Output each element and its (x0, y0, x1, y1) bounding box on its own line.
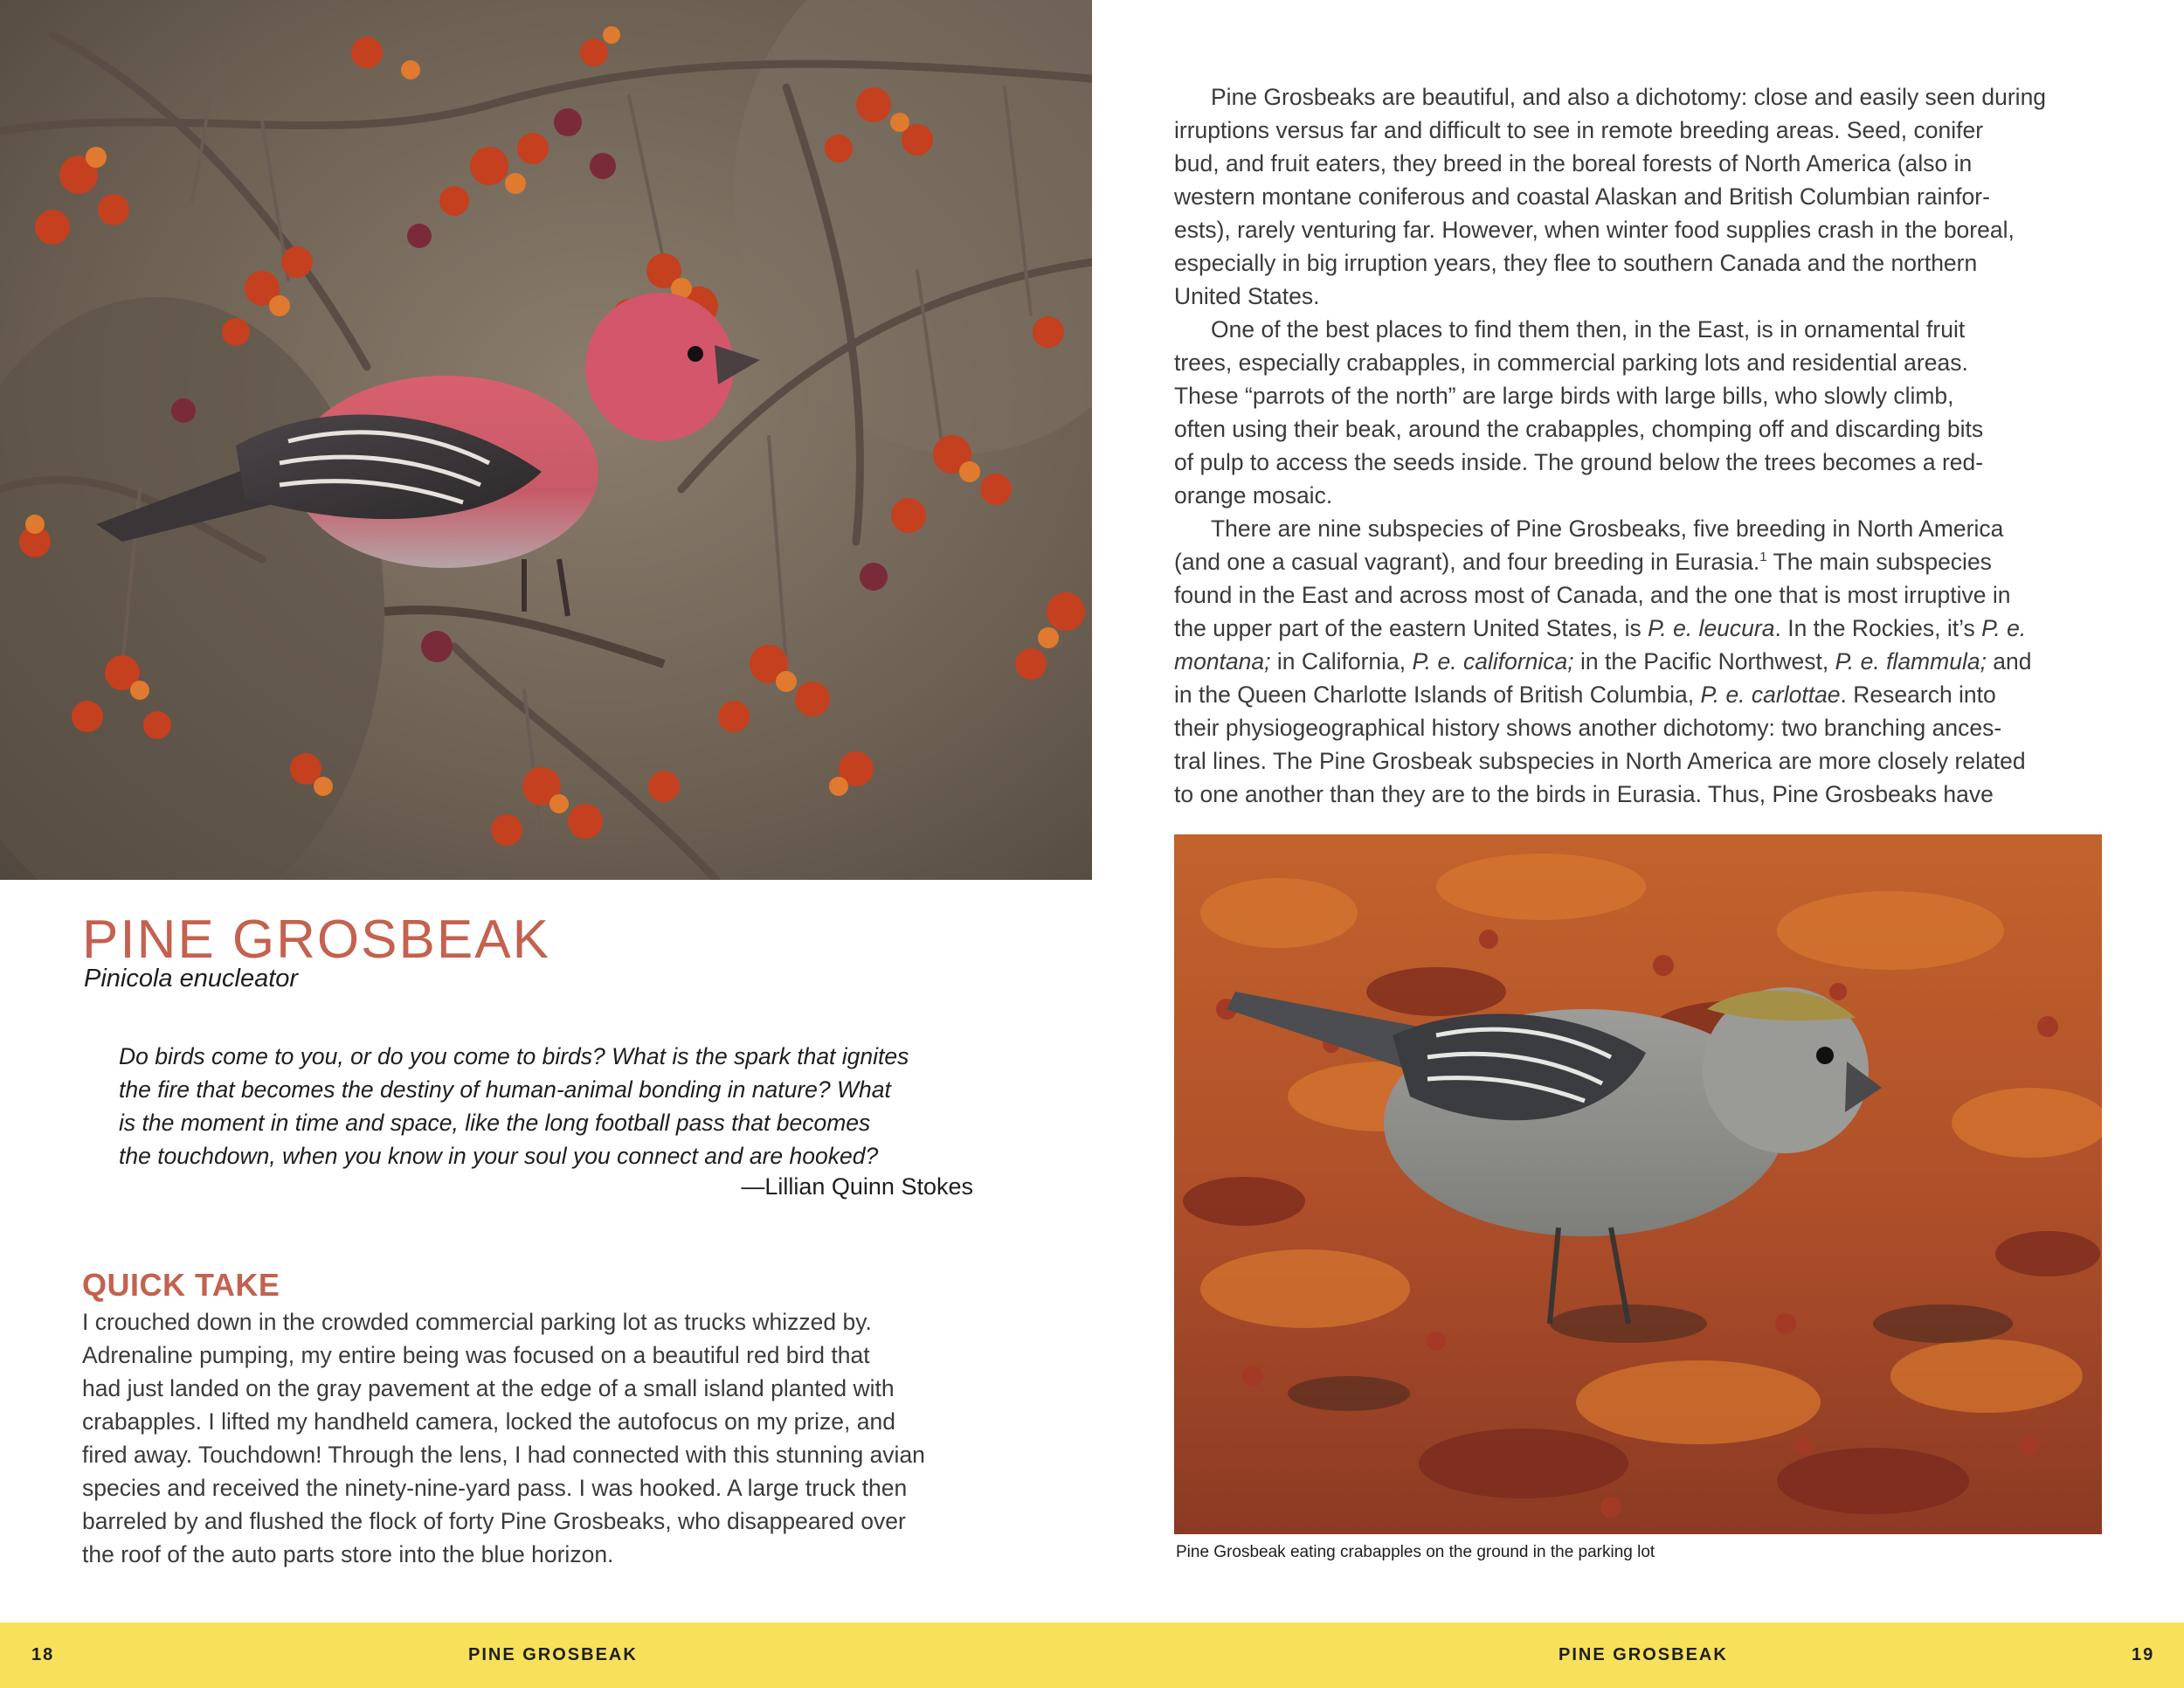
scientific-name: Pinicola enucleator (84, 965, 299, 993)
text-run: in the Queen Charlotte Islands of British Columbia, (1174, 681, 1701, 708)
text-run: in the Pacific Northwest, (1573, 648, 1835, 675)
body-line: their physiogeographical history shows another dichotomy: two branching ances- (1174, 715, 2002, 741)
text-run: . In the Rockies, it’s (1774, 615, 1982, 641)
body-line: These “parrots of the north” are large birds with large bills, who slowly climb, (1174, 383, 1954, 409)
species-title: PINE GROSBEAK (82, 910, 550, 970)
body-line: barreled by and flushed the flock of forty Pine Grosbeaks, who disappeared over (82, 1508, 906, 1534)
subspecies-name: P. e. carlottae (1700, 681, 1841, 708)
body-line: irruptions versus far and difficult to see in remote breeding areas. Seed, conifer (1174, 117, 1984, 143)
body-line: species and received the ninety-nine-yard pass. I was hooked. A large truck then (82, 1475, 908, 1501)
subspecies-name: P. e. (1981, 615, 2027, 641)
epigraph-line: the fire that becomes the destiny of human-animal bonding in nature? What (119, 1076, 891, 1103)
main-body-text (1174, 80, 2109, 811)
male-grosbeak-photo-art (0, 0, 1092, 880)
body-line: Pine Grosbeaks are beautiful, and also a dichotomy: close and easily seen during (1211, 84, 2047, 110)
body-line: to one another than they are to the birds in Eurasia. Thus, Pine Grosbeaks have (1174, 781, 1994, 807)
male-grosbeak-photo (0, 0, 1092, 880)
body-line (1174, 645, 2109, 678)
body-line: crabapples. I lifted my handheld camera, locked the autofocus on my prize, and (82, 1408, 895, 1435)
body-line: United States. (1174, 283, 1320, 309)
body-line: of pulp to access the seeds inside. The ground below the trees becomes a red- (1174, 449, 1984, 475)
left-page-number: 18 (31, 1645, 55, 1664)
body-line: Adrenaline pumping, my entire being was focused on a beautiful red bird that (82, 1342, 870, 1368)
subspecies-name: P. e. flammula; (1835, 648, 1987, 675)
epigraph-line: is the moment in time and space, like the long football pass that becomes (119, 1110, 871, 1136)
female-grosbeak-photo-art (1174, 834, 2102, 1534)
body-line: fired away. Touchdown! Through the lens, I had connected with this stunning avian (82, 1442, 925, 1468)
body-line: ests), rarely venturing far. However, when winter food supplies crash in the boreal, (1174, 217, 2015, 243)
subspecies-name: montana; (1174, 648, 1271, 675)
female-grosbeak-photo (1174, 834, 2102, 1534)
body-line: western montane coniferous and coastal Alaskan and British Columbian rainfor- (1174, 183, 1990, 210)
subspecies-name: P. e. californica; (1412, 648, 1574, 675)
body-line: I crouched down in the crowded commercial parking lot as trucks whizzed by. (82, 1309, 872, 1335)
body-line: had just landed on the gray pavement at the edge of a small island planted with (82, 1375, 895, 1401)
body-line: orange mosaic. (1174, 482, 1333, 508)
text-run: . Research into (1840, 681, 1996, 708)
body-line: tral lines. The Pine Grosbeak subspecies in North America are more closely related (1174, 748, 2026, 774)
body-line: trees, especially crabapples, in commercial parking lots and residential areas. (1174, 349, 1968, 376)
text-run: and (1986, 648, 2032, 675)
text-run: the upper part of the eastern United States, is (1174, 615, 1648, 641)
body-line: One of the best places to find them then, in the East, is in ornamental fruit (1211, 316, 1966, 342)
body-line: especially in big irruption years, they flee to southern Canada and the northern (1174, 250, 1978, 276)
body-line (1174, 612, 2109, 645)
body-line: There are nine subspecies of Pine Grosbeaks, five breeding in North America (1211, 515, 2004, 542)
body-line: bud, and fruit eaters, they breed in the boreal forests of North America (also in (1174, 150, 1973, 176)
text-run: in California, (1270, 648, 1413, 675)
body-line (1174, 545, 2109, 578)
body-line (1174, 678, 2109, 711)
epigraph-line: Do birds come to you, or do you come to birds? What is the spark that ignites (119, 1043, 909, 1069)
text-run: (and one a casual vagrant), and four breeding in Eurasia. (1174, 549, 1760, 575)
epigraph-quote (119, 1040, 992, 1173)
photo-caption: Pine Grosbeak eating crabapples on the ground in the parking lot (1176, 1543, 1655, 1561)
epigraph-line: the touchdown, when you know in your soul you connect and are hooked? (119, 1143, 879, 1169)
left-running-head: PINE GROSBEAK (468, 1645, 638, 1664)
text-run: The main subspecies (1766, 549, 1992, 575)
subspecies-name: P. e. leucura (1648, 615, 1775, 641)
right-page-number: 19 (2132, 1645, 2155, 1664)
right-running-head: PINE GROSBEAK (1559, 1645, 1728, 1664)
body-line: the roof of the auto parts store into the blue horizon. (82, 1541, 614, 1567)
quick-take-body (82, 1305, 1008, 1571)
body-line: often using their beak, around the crabapples, chomping off and discarding bits (1174, 416, 1984, 442)
page-footer (0, 1622, 2184, 1688)
footnote-marker: 1 (1759, 550, 1767, 564)
epigraph-attribution: —Lillian Quinn Stokes (741, 1173, 973, 1200)
quick-take-heading: QUICK TAKE (82, 1267, 280, 1303)
body-line: found in the East and across most of Canada, and the one that is most irruptive in (1174, 582, 2011, 608)
